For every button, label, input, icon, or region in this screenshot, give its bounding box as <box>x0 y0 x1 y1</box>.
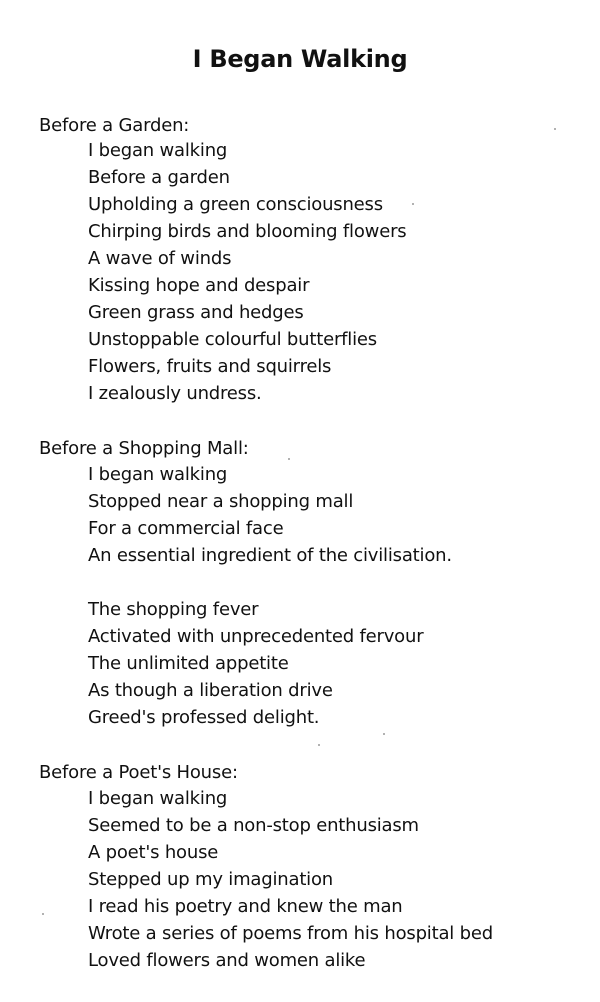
poem-line: Chirping birds and blooming flowers <box>88 221 407 242</box>
poem-line: Stopped near a shopping mall <box>88 491 354 512</box>
scan-speck <box>554 128 556 130</box>
section-heading-shopping-mall: Before a Shopping Mall: <box>39 438 249 459</box>
poem-line: I read his poetry and knew the man <box>88 896 403 917</box>
scan-speck <box>412 203 414 205</box>
stanza-mall-2 <box>88 598 423 733</box>
poem-line: Kissing hope and despair <box>88 275 310 296</box>
poem-line: I began walking <box>88 788 228 809</box>
poem-line: Loved flowers and women alike <box>88 950 366 971</box>
poem-line: As though a liberation drive <box>88 680 333 701</box>
poem-line: Activated with unprecedented fervour <box>88 626 424 647</box>
poem-line: Seemed to be a non-stop enthusiasm <box>88 815 419 836</box>
poem-line: I zealously undress. <box>88 383 262 404</box>
poem-line: A poet's house <box>88 842 219 863</box>
poem-line: Stepped up my imagination <box>88 869 334 890</box>
scan-speck <box>288 458 290 460</box>
poem-line: Unstoppable colourful butterflies <box>88 329 377 350</box>
poem-line: Before a garden <box>88 167 230 188</box>
poem-line: Upholding a green consciousness <box>88 194 383 215</box>
scan-speck <box>42 913 44 915</box>
poem-line: The shopping fever <box>88 599 259 620</box>
poem-line: A wave of winds <box>88 248 232 269</box>
poem-line: The unlimited appetite <box>88 653 289 674</box>
scan-speck <box>318 744 320 746</box>
poem-line: Wrote a series of poems from his hospital bed <box>88 923 493 944</box>
poem-line: I began walking <box>88 464 228 485</box>
poem-line: An essential ingredient of the civilisation. <box>88 545 452 566</box>
stanza-poet-1 <box>88 787 493 976</box>
section-heading-garden: Before a Garden: <box>39 115 190 136</box>
poem-line: I began walking <box>88 140 228 161</box>
section-heading-poets-house: Before a Poet's House: <box>39 762 238 783</box>
scan-speck <box>383 733 385 735</box>
poem-line: Flowers, fruits and squirrels <box>88 356 332 377</box>
poem-line: For a commercial face <box>88 518 284 539</box>
poem-title: I Began Walking <box>192 45 408 73</box>
stanza-mall-1 <box>88 463 452 571</box>
poem-line: Green grass and hedges <box>88 302 304 323</box>
stanza-garden-1 <box>88 139 406 409</box>
poem-line: Greed's professed delight. <box>88 707 320 728</box>
